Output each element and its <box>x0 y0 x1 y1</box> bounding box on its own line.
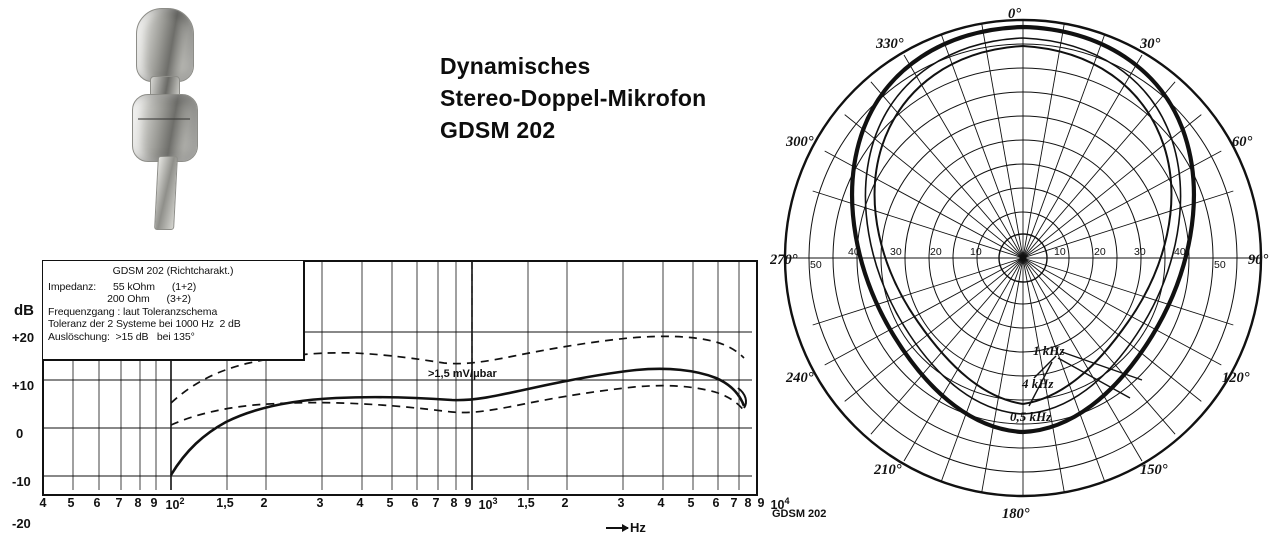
y-tick-minus10: -10 <box>12 474 31 489</box>
x-tick-80: 8 <box>134 496 142 510</box>
title-line-2: Stereo-Doppel-Mikrofon <box>440 85 707 111</box>
x-tick-600: 6 <box>411 496 419 510</box>
x-tick-100: $10^2$ <box>165 496 185 513</box>
x-tick-6000: 6 <box>712 496 720 510</box>
legend-line-4: Toleranz der 2 Systeme bei 1000 Hz 2 dB <box>48 318 241 331</box>
angle-label-300: 300° <box>786 134 814 150</box>
radial-tick-left-50: 50 <box>810 259 822 271</box>
polar-pattern-svg <box>770 6 1276 526</box>
x-tick-60: 6 <box>93 496 101 510</box>
title-line-1: Dynamisches <box>440 53 591 79</box>
radial-tick-right-30: 30 <box>1134 246 1146 258</box>
angle-label-270: 270° <box>770 252 798 268</box>
y-axis-label: dB <box>14 302 34 319</box>
x-tick-10000-text: 10 <box>770 498 785 513</box>
x-tick-900: 9 <box>464 496 472 510</box>
x-tick-400: 4 <box>356 496 364 510</box>
x-tick-800: 8 <box>450 496 458 510</box>
angle-label-240: 240° <box>786 370 814 386</box>
legend-line-3: Frequenzgang : laut Toleranzschema <box>48 305 218 318</box>
x-tick-1000-text: 10 <box>478 498 493 513</box>
page-title <box>440 50 706 146</box>
x-tick-40: 4 <box>39 496 47 510</box>
x-tick-500: 5 <box>386 496 394 510</box>
radial-tick-right-40: 40 <box>1174 246 1186 258</box>
x-tick-200: 2 <box>260 496 268 510</box>
legend-line-1: Impedanz: 55 kOhm (1+2) <box>48 280 197 293</box>
angle-label-180: 180° <box>1002 506 1030 522</box>
x-tick-7000: 7 <box>730 496 738 510</box>
x-tick-8000: 8 <box>744 496 752 510</box>
x-axis-label: Hz <box>630 520 646 535</box>
microphone-body-graphic <box>132 94 198 162</box>
y-tick-plus10: +10 <box>12 378 35 393</box>
product-photo <box>118 6 214 228</box>
x-tick-4000: 4 <box>657 496 665 510</box>
x-tick-700: 7 <box>432 496 440 510</box>
polar-pattern-chart <box>770 6 1276 546</box>
hz-axis-arrow <box>606 527 628 529</box>
angle-label-150: 150° <box>1140 462 1168 478</box>
x-tick-100-text: 10 <box>165 498 180 513</box>
x-axis-tick-labels <box>39 496 790 516</box>
radial-tick-right-50: 50 <box>1214 259 1226 271</box>
microphone-seam-graphic <box>138 118 190 120</box>
legend-title: GDSM 202 (Richtcharakt.) <box>112 265 234 277</box>
microphone-stem-graphic <box>154 156 178 230</box>
polar-label-05khz: 0,5 kHz <box>1010 409 1052 424</box>
x-tick-3000: 3 <box>617 496 625 510</box>
y-tick-minus20: -20 <box>12 516 31 531</box>
x-tick-150: 1,5 <box>216 496 234 510</box>
legend-line-5: Auslöschung: >15 dB bei 135° <box>48 330 195 343</box>
radial-tick-left-20: 20 <box>930 246 942 258</box>
x-tick-1500: 1,5 <box>517 496 535 510</box>
angle-label-60: 60° <box>1232 134 1253 150</box>
polar-label-1khz: 1 kHz <box>1033 343 1065 358</box>
polar-label-4khz: 4 kHz <box>1022 376 1054 391</box>
legend-line-2: 200 Ohm (3+2) <box>48 293 191 306</box>
angle-label-0: 0° <box>1008 6 1022 22</box>
angle-label-30: 30° <box>1140 36 1161 52</box>
x-tick-10000: $10^4$ <box>770 496 790 513</box>
sensitivity-annotation: >1,5 mV/μbar <box>428 368 497 380</box>
x-tick-300: 3 <box>316 496 324 510</box>
radial-tick-left-10: 10 <box>970 246 982 258</box>
angle-label-330: 330° <box>876 36 904 52</box>
x-tick-9000: 9 <box>757 496 765 510</box>
angle-label-90: 90° <box>1248 252 1269 268</box>
radial-tick-right-20: 20 <box>1094 246 1106 258</box>
x-tick-5000: 5 <box>687 496 695 510</box>
y-tick-plus20: +20 <box>12 330 35 345</box>
angle-label-120: 120° <box>1222 370 1250 386</box>
radial-tick-left-40: 40 <box>848 246 860 258</box>
polar-chart-caption: GDSM 202 <box>772 508 827 520</box>
x-tick-1000: $10^3$ <box>478 496 498 513</box>
y-tick-zero: 0 <box>16 426 24 441</box>
x-tick-2000: 2 <box>561 496 569 510</box>
x-tick-90: 9 <box>150 496 158 510</box>
radial-tick-right-10: 10 <box>1054 246 1066 258</box>
x-tick-50: 5 <box>67 496 75 510</box>
angle-label-210: 210° <box>874 462 902 478</box>
radial-tick-left-30: 30 <box>890 246 902 258</box>
x-tick-70: 7 <box>115 496 123 510</box>
chart-legend-box <box>43 261 305 361</box>
microphone-head-graphic <box>136 8 194 82</box>
title-line-3: GDSM 202 <box>440 117 556 143</box>
